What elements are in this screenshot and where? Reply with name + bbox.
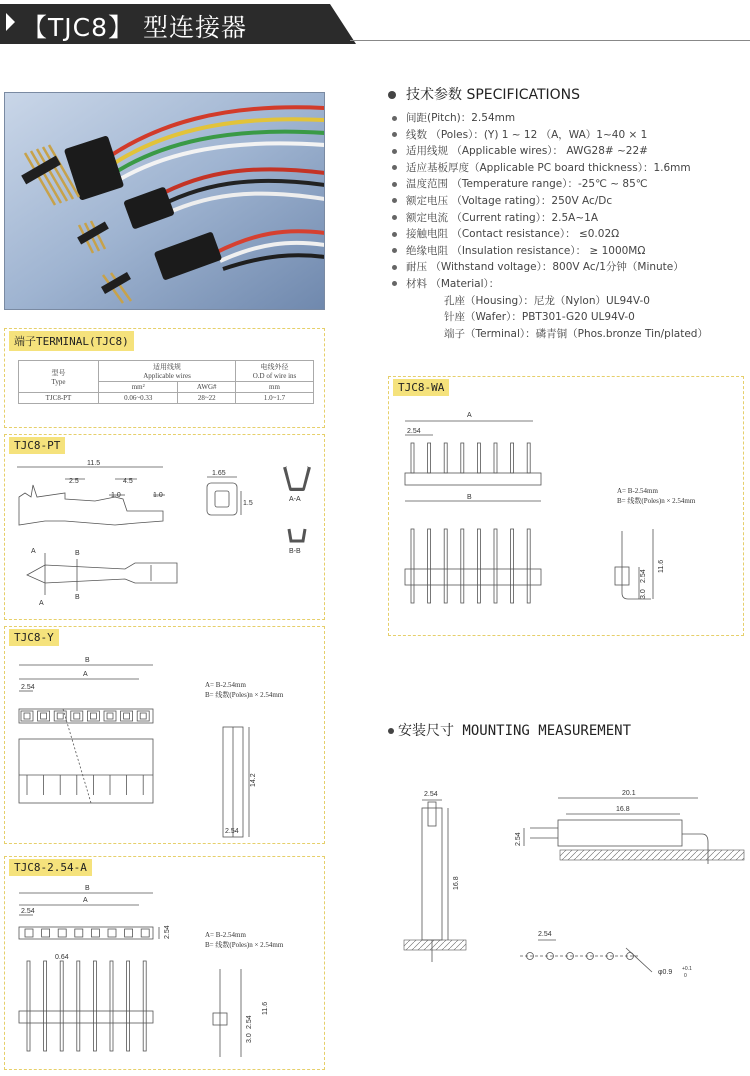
chevron-right-icon	[6, 13, 15, 31]
wafer-pin	[411, 443, 414, 473]
header-divider	[350, 40, 750, 41]
housing-cell	[137, 711, 149, 721]
housing-cell-hole	[90, 713, 96, 719]
dimension-label: 2.54	[424, 791, 438, 798]
section-mark: B	[75, 594, 80, 601]
formula-b: B= 线数(Poles)n × 2.54mm	[205, 941, 284, 949]
wafer-pin	[477, 529, 480, 603]
product-photo	[4, 92, 325, 310]
dimension-label: 2.54	[538, 931, 552, 938]
dimension-label: 20.1	[622, 790, 636, 797]
header-pin	[60, 961, 63, 1051]
wafer-pin	[428, 443, 431, 473]
formula-a: A= B-2.54mm	[205, 931, 246, 939]
header-pin	[77, 961, 80, 1051]
housing-cell-hole	[74, 713, 80, 719]
dimension-label: 1.5	[243, 500, 253, 507]
housing-cell	[54, 711, 66, 721]
wafer-pin	[444, 529, 447, 603]
spec-item: 材料 （Material）：	[392, 276, 748, 293]
housing-cell-hole	[124, 713, 130, 719]
wafer-pin	[511, 443, 514, 473]
dimension-label: A	[467, 412, 472, 419]
header-pin-hole	[125, 929, 133, 937]
spec-item: 温度范围 （Temperature range）：-25℃ ~ 85℃	[392, 176, 748, 193]
wafer-pin	[511, 529, 514, 603]
header-pin-hole	[58, 929, 66, 937]
material-item: 针座（Wafer）：PBT301-G20 UL94V-0	[444, 311, 635, 324]
header-pin	[93, 961, 96, 1051]
dimension-label: 4.5	[123, 478, 133, 485]
section-mark: A	[31, 548, 36, 555]
wafer-pin	[494, 443, 497, 473]
dimension-label: B	[85, 657, 90, 664]
material-item: 端子（Terminal）：磷青铜（Phos.bronze Tin/plated）	[444, 327, 708, 340]
header-pin-hole	[42, 929, 50, 937]
dimension-label: B	[467, 494, 472, 501]
dimension-label: 2.5	[69, 478, 79, 485]
dimension-label: 14.2	[250, 773, 257, 787]
section-label: TJC8-2.54-A	[9, 859, 92, 876]
housing-cell-hole	[140, 713, 146, 719]
spec-item: 绝缘电阻 （Insulation resistance）： ≥ 1000MΩ	[392, 243, 748, 260]
material-item: 孔座（Housing）：尼龙（Nylon）UL94V-0	[444, 294, 650, 307]
mounting-drawing	[390, 780, 750, 990]
dimension-label: A	[83, 671, 88, 678]
housing-cell-hole	[41, 713, 47, 719]
section-mark: B-B	[289, 548, 301, 555]
header-pin-hole	[75, 929, 83, 937]
dimension-label: 2.54	[407, 428, 421, 435]
bullet-icon	[388, 91, 396, 99]
formula-a: A= B-2.54mm	[617, 487, 658, 495]
dimension-label: 1.65	[212, 470, 226, 477]
header-pin-hole	[91, 929, 99, 937]
header-pin	[44, 961, 47, 1051]
housing-cell-hole	[57, 713, 63, 719]
section-label: TJC8-WA	[393, 379, 449, 396]
spec-item: 间距(Pitch)：2.54mm	[392, 110, 748, 127]
hole-diameter: φ0.9	[658, 969, 673, 976]
dimension-label: 16.8	[453, 876, 460, 890]
housing-cell	[121, 711, 133, 721]
wafer-pin	[477, 443, 480, 473]
tolerance-plus: +0.1	[682, 966, 692, 972]
section-label: 端子TERMINAL(TJC8)	[9, 331, 134, 351]
bullet-icon	[388, 728, 394, 734]
wafer-pin	[461, 529, 464, 603]
spec-item: 适用线规 （Applicable wires）： AWG28# ~22#	[392, 143, 748, 160]
specifications-list	[392, 110, 748, 342]
wafer-pin	[527, 529, 530, 603]
a254-section	[4, 856, 325, 1070]
hole-leader	[626, 948, 652, 972]
section-label: TJC8-Y	[9, 629, 59, 646]
dimension-label: 2.54	[640, 569, 647, 583]
page-title: 【TJC8】 型连接器	[22, 13, 247, 42]
dimension-label: 16.8	[616, 806, 630, 813]
dimension-label: 0.64	[55, 954, 69, 961]
wafer-pin	[444, 443, 447, 473]
wafer-pin	[527, 443, 530, 473]
dimension-label: 2.54	[21, 684, 35, 691]
dimension-label: 2.54	[515, 832, 522, 846]
header-pin	[110, 961, 113, 1051]
wafer-pin	[411, 529, 414, 603]
spec-item: 额定电压 （Voltage rating）：250V Ac/Dc	[392, 193, 748, 210]
header-pin-hole	[141, 929, 149, 937]
header-pin	[143, 961, 146, 1051]
mounting-title: 安装尺寸 MOUNTING MEASUREMENT	[388, 720, 631, 740]
header-pin	[27, 961, 30, 1051]
housing-cell	[21, 711, 33, 721]
spec-item: 接触电阻 （Contact resistance）： ≤0.02Ω	[392, 226, 748, 243]
y-section	[4, 626, 325, 844]
terminal-table: 型号 Type 适用线规 Applicable wires 电线外径 O.D of wire ins mm² AWG# mm TJC8-PT 0.06~0.33 28~22 1.0~1.7	[18, 360, 314, 404]
dimension-label: 2.54	[225, 828, 239, 835]
section-label: TJC8-PT	[9, 437, 65, 454]
dimension-label: 2.54	[246, 1015, 253, 1029]
header-pin-hole	[108, 929, 116, 937]
section-mark: A-A	[289, 496, 301, 503]
section-mark: A	[39, 600, 44, 607]
specifications-title: 技术参数 SPECIFICATIONS	[388, 84, 580, 104]
wafer-pin	[461, 443, 464, 473]
wafer-pin	[428, 529, 431, 603]
formula-b: B= 线数(Poles)n × 2.54mm	[617, 497, 696, 505]
header-pin	[127, 961, 130, 1051]
tolerance-zero: 0	[684, 973, 687, 979]
dimension-label: 1.0	[111, 492, 121, 499]
wa-section	[388, 376, 744, 636]
dimension-label: 1.0	[153, 492, 163, 499]
housing-cell	[71, 711, 83, 721]
housing-cell-hole	[107, 713, 113, 719]
dimension-label: 3.0	[640, 589, 647, 599]
dimension-label: A	[83, 897, 88, 904]
spec-item: 额定电流 （Current rating）：2.5A~1A	[392, 210, 748, 227]
dimension-label: 11.6	[262, 1001, 269, 1015]
housing-cell	[38, 711, 50, 721]
dimension-label: 3.0	[246, 1033, 253, 1043]
pt-section	[4, 434, 325, 620]
dimension-label: 2.54	[164, 925, 171, 939]
dimension-label: 2.54	[21, 908, 35, 915]
dimension-label: 11.5	[87, 460, 101, 467]
dimension-label: B	[85, 885, 90, 892]
wafer-pin	[494, 529, 497, 603]
housing-cell	[104, 711, 116, 721]
spec-item: 适应基板厚度（Applicable PC board thickness）：1.6mm	[392, 160, 748, 177]
housing-cell-hole	[24, 713, 30, 719]
section-mark: B	[75, 550, 80, 557]
header-pin-hole	[25, 929, 33, 937]
spec-item: 线数 （Poles）：(Y) 1 ~ 12 （A，WA）1~40 × 1	[392, 127, 748, 144]
formula-a: A= B-2.54mm	[205, 681, 246, 689]
formula-b: B= 线数(Poles)n × 2.54mm	[205, 691, 284, 699]
dimension-label: 11.6	[658, 559, 665, 573]
housing-cell	[87, 711, 99, 721]
spec-item: 耐压 （Withstand voltage）：800V Ac/1分钟（Minute）	[392, 259, 748, 276]
